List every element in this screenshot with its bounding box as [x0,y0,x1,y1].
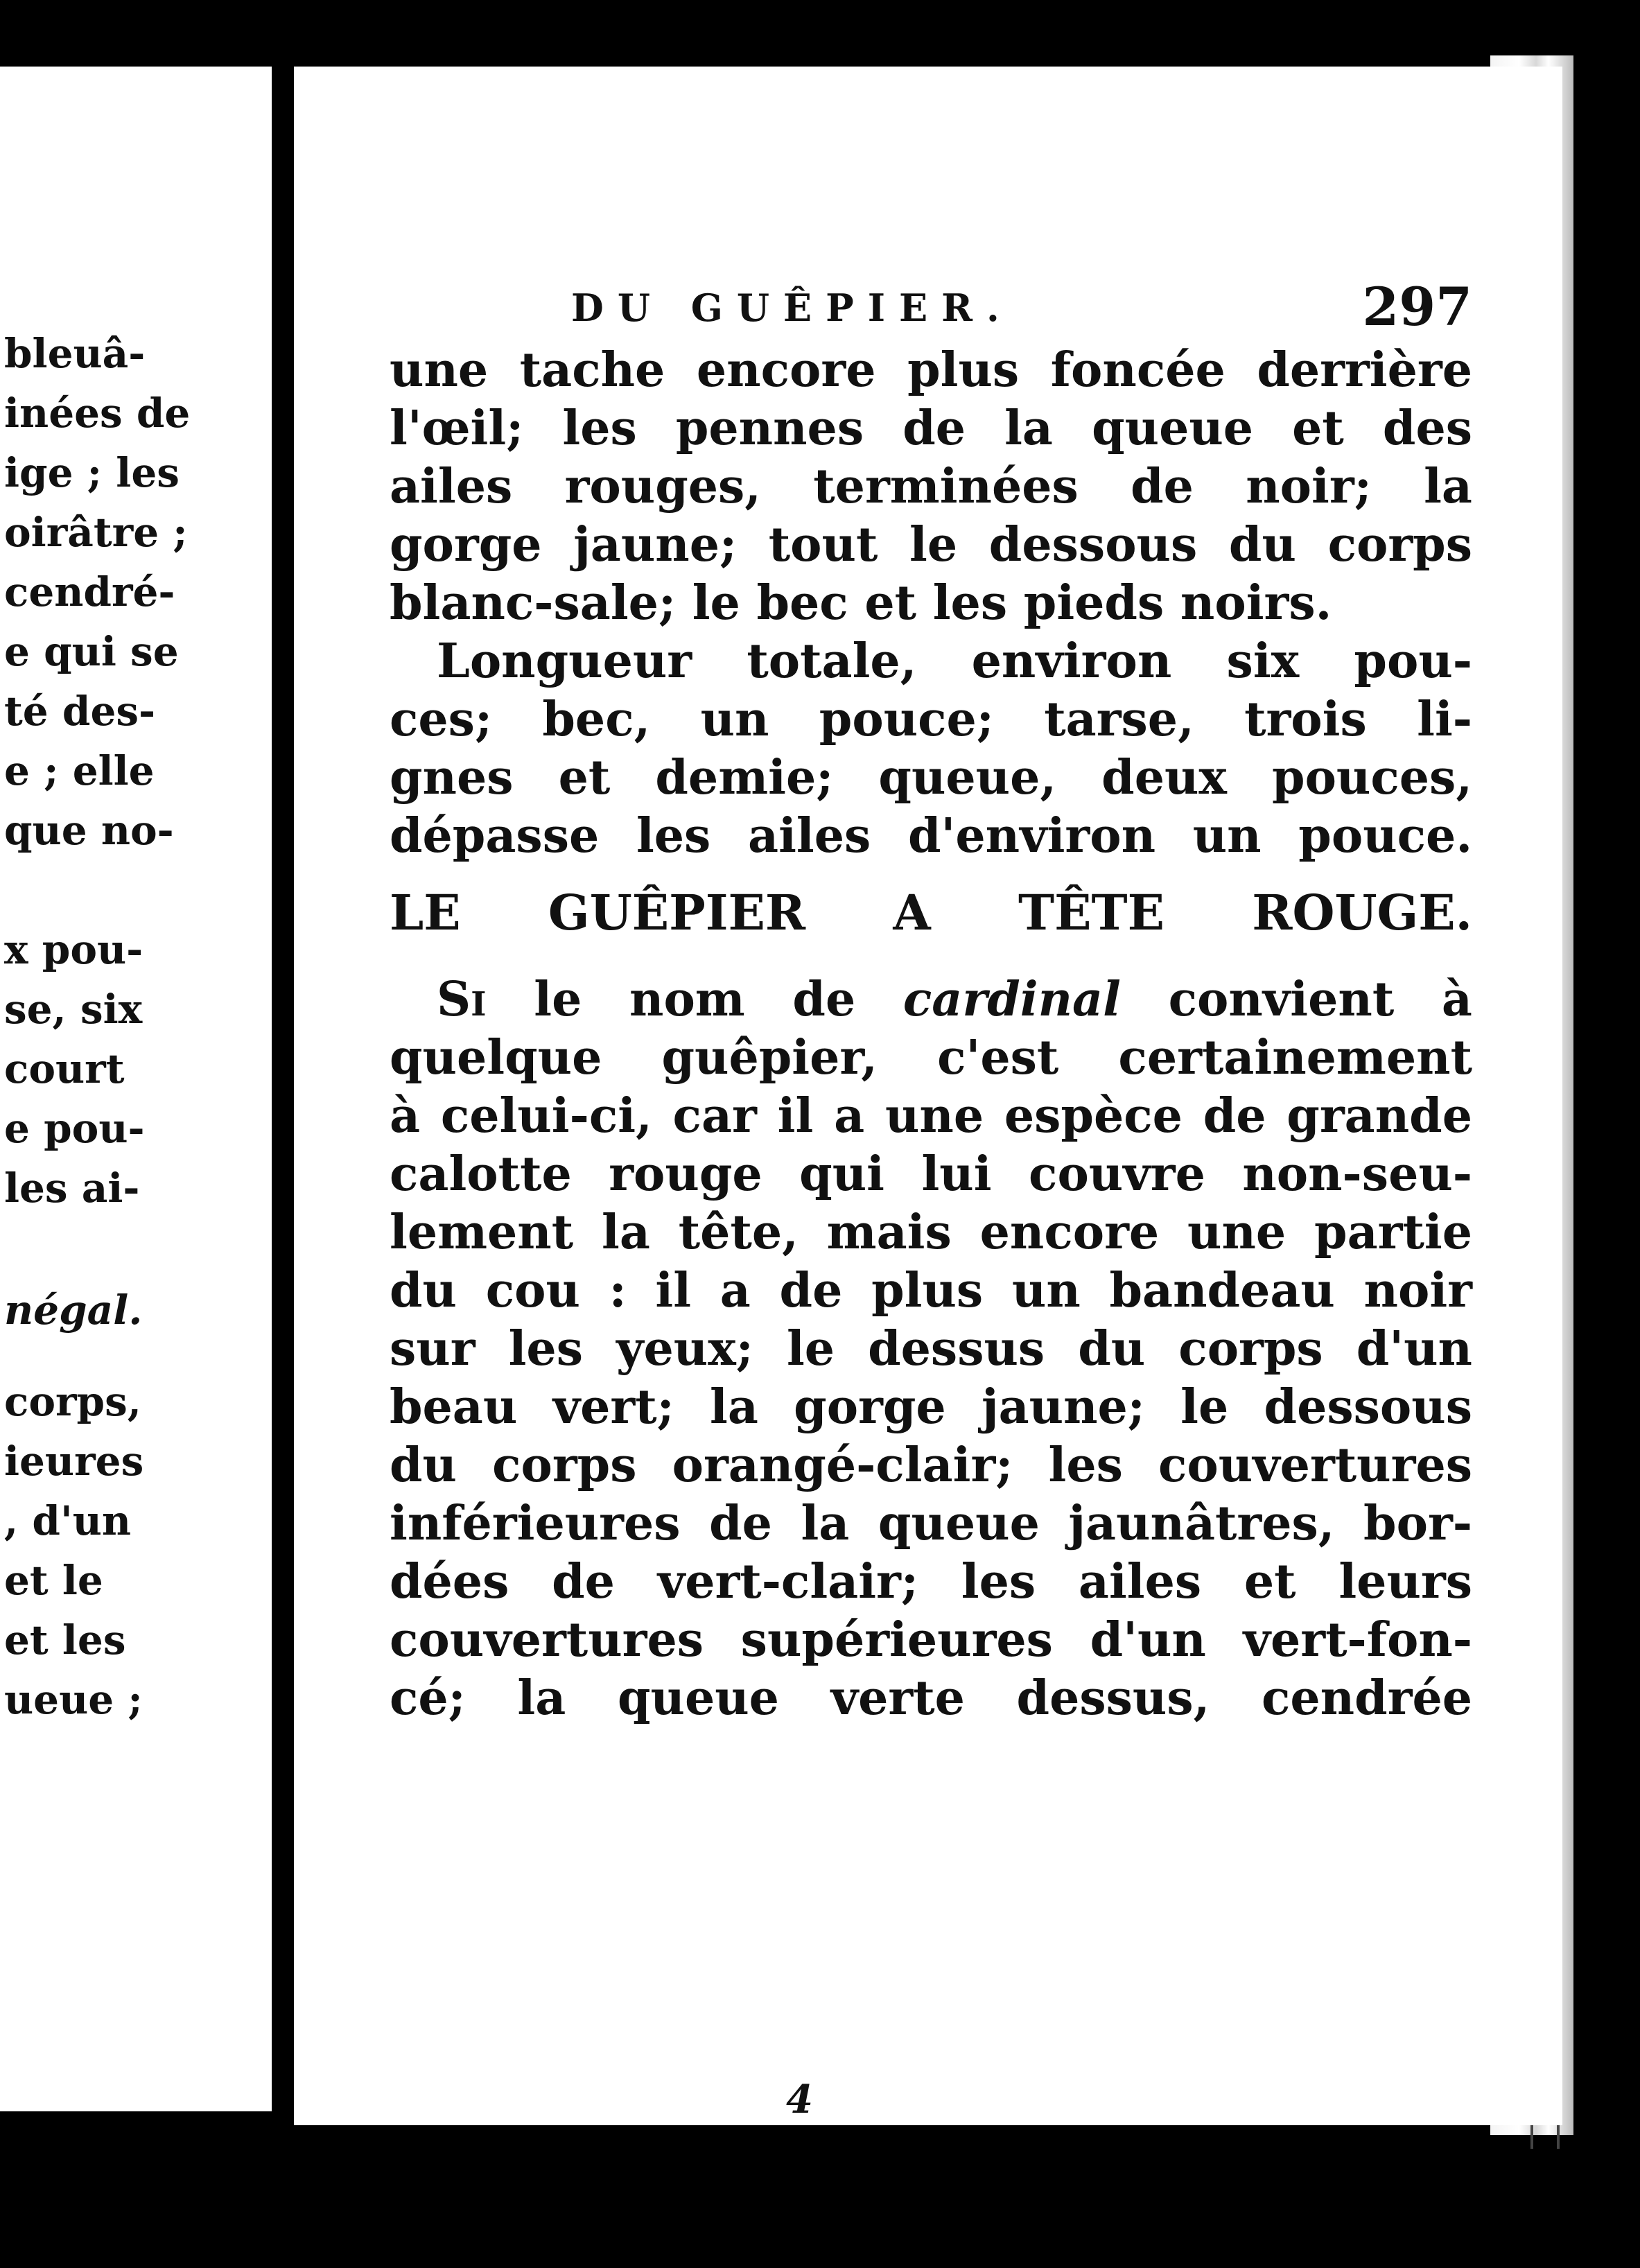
text-line: une tache encore plus foncée derrière [390,342,1472,398]
left-fragment: court [4,1045,125,1092]
left-fragment: se, six [4,986,143,1033]
first-word: Si [437,972,487,1027]
left-fragment: cendré- [4,568,175,616]
text-run: convient à [1120,972,1472,1027]
facing-page-left [0,67,272,2111]
text-line [390,970,1472,1029]
text-line: dées de vert-clair; les ailes et leurs [390,1554,1472,1610]
left-fragment: les ai- [4,1164,140,1212]
text-line: inférieures de la queue jaunâtres, bor- [390,1496,1472,1551]
left-fragment: e qui se [4,628,179,675]
book-gutter [272,62,294,2135]
left-fragment: té des- [4,688,156,735]
left-fragment: corps, [4,1378,141,1425]
text-line: calotte rouge qui lui couvre non-seu- [390,1146,1472,1202]
italic-term: cardinal [902,972,1121,1027]
text-line: Longueur totale, environ six pou- [437,634,1472,689]
text-line: ailes rouges, terminées de noir; la [390,459,1472,514]
left-fragment: ige ; les [4,449,180,496]
left-fragment: bleuâ- [4,330,146,377]
section-heading: LE GUÊPIER A TÊTE ROUGE. [390,884,1472,941]
text-run: le nom de [486,972,903,1027]
book-page [294,67,1562,2125]
page-number: 297 [1362,276,1472,338]
left-fragment: ieures [4,1438,144,1485]
left-fragment: inées de [4,390,191,437]
text-line: gorge jaune; tout le dessous du corps [390,517,1472,573]
text-line: sur les yeux; le dessus du corps d'un [390,1321,1472,1377]
left-fragment: que no- [4,807,174,854]
text-line: à celui-ci, car il a une espèce de grande [390,1088,1472,1144]
left-fragment: et les [4,1616,126,1664]
text-line: beau vert; la gorge jaune; le dessous [390,1379,1472,1435]
text-line: dépasse les ailes d'environ un pouce. [390,808,1472,864]
left-fragment: , d'un [4,1497,132,1544]
left-fragment: e ; elle [4,747,155,794]
text-line: gnes et demie; queue, deux pouces, [390,750,1472,805]
text-line: cé; la queue verte dessus, cendrée [390,1671,1472,1726]
left-fragment: oirâtre ; [4,509,188,556]
text-line: ces; bec, un pouce; tarse, trois li- [390,692,1472,747]
body-text [390,341,1472,1727]
text-line: quelque guêpier, c'est certainement [390,1030,1472,1085]
running-head [571,276,1472,345]
left-fragment: e pou- [4,1105,145,1152]
text-line: l'œil; les pennes de la queue et des [390,401,1472,456]
text-line: du cou : il a de plus un bandeau noir [390,1263,1472,1318]
left-fragment: ueue ; [4,1676,143,1723]
running-title: DU GUÊPIER. [571,286,1013,330]
text-line: du corps orangé-clair; les couvertures [390,1438,1472,1493]
left-fragment: négal. [4,1286,143,1334]
text-line: lement la tête, mais encore une partie [390,1205,1472,1260]
text-line: blanc-sale; le bec et les pieds noirs. [390,575,1332,631]
left-fragment: et le [4,1557,103,1604]
text-line: couvertures supérieures d'un vert-fon- [390,1612,1472,1668]
left-fragment: x pou- [4,926,143,973]
signature-mark: 4 [786,2077,813,2122]
